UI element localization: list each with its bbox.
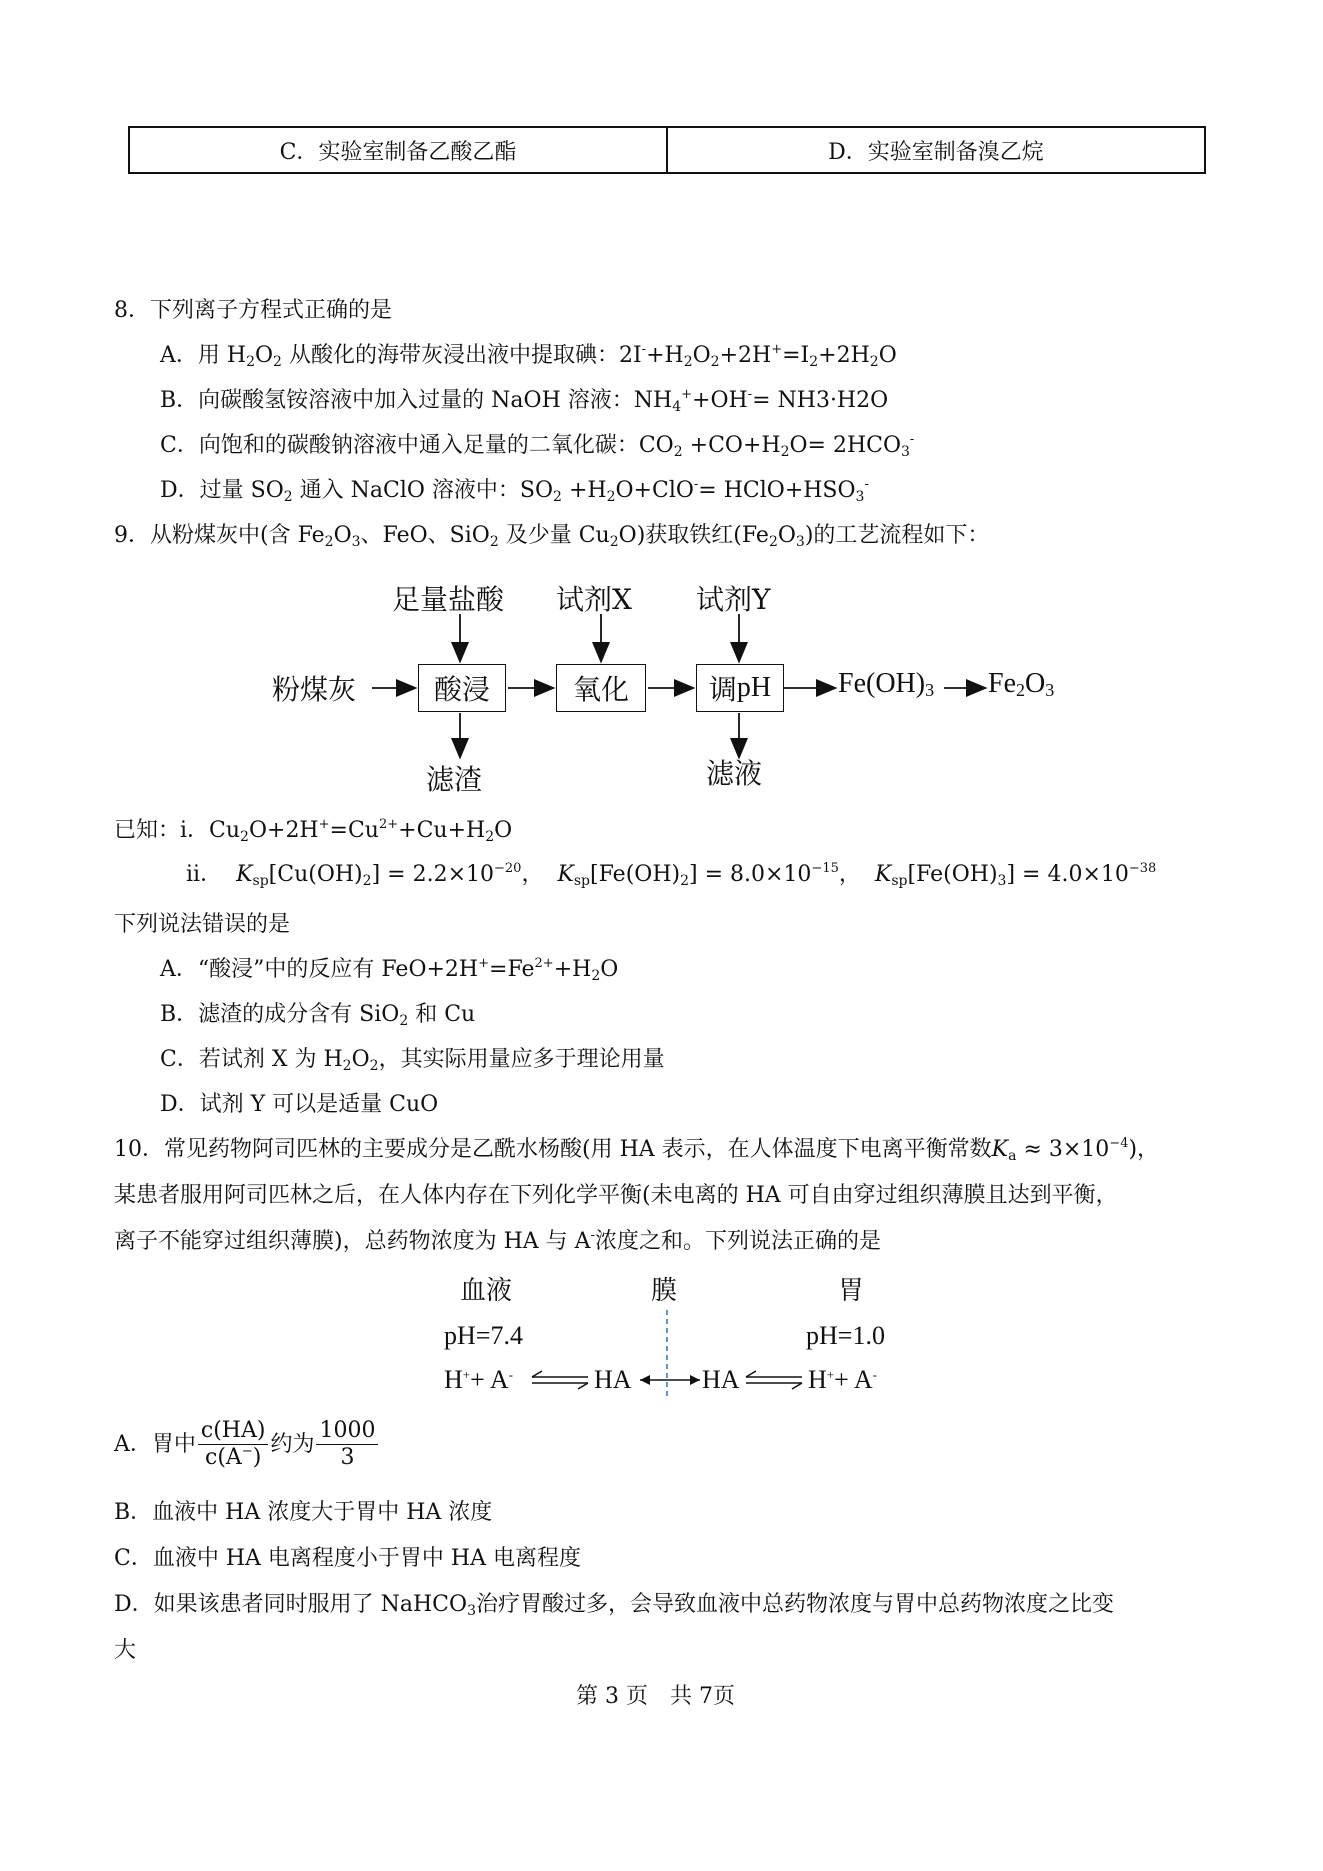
fraction-1000-3: $\frac{1000}{3}$	[316, 1418, 378, 1472]
output-filtrate: 滤液	[706, 757, 763, 790]
table-cell-d: D．实验室制备溴乙烷	[828, 139, 1044, 165]
product-fe2o3: $Fe_2O_3$	[988, 668, 1055, 700]
q9-option-d: D．试剂 Y 可以是适量 CuO	[160, 1092, 439, 1117]
table-cell-c: C．实验室制备乙酸乙酯	[130, 128, 668, 172]
reagent-y: 试剂Y	[696, 583, 771, 616]
q9-known-ii: ii． $K_{sp}[Cu(OH)_2] = 2.2\times 10^{-20}$， $K_{sp}[Fe(OH)_2] = 8.0\times 10^{-15}$， $K_{sp}[Fe(OH)_3] = 4.0\times 10^{-38}$	[186, 861, 1157, 889]
eq-stomach-ions: H++ A-	[808, 1365, 877, 1394]
q10-option-d-line2: 大	[114, 1638, 137, 1663]
reagent-x: 试剂X	[556, 583, 632, 616]
q10-line3: 离子不能穿过组织薄膜)，总药物浓度为 HA 与 A-浓度之和。下列说法正确的是	[114, 1228, 881, 1254]
ph-blood: pH=7.4	[444, 1321, 523, 1350]
q10-line2: 某患者服用阿司匹林之后，在人体内存在下列化学平衡(未电离的 HA 可自由穿过组织薄膜且达到平衡，	[114, 1183, 1118, 1208]
label-membrane: 膜	[651, 1276, 678, 1306]
q8-option-b: B．向碳酸氢铵溶液中加入过量的 NaOH 溶液：$NH_4^++OH^-= NH3\cdot H2O$	[160, 387, 889, 415]
q10-option-b: B．血液中 HA 浓度大于胃中 HA 浓度	[114, 1500, 493, 1525]
output-residue: 滤渣	[426, 763, 483, 796]
product-fe-oh3: $Fe(OH)_3$	[838, 668, 935, 700]
q10-option-d-line1: D．如果该患者同时服用了 NaHCO$_3$治疗胃酸过多，会导致血液中总药物浓度与胃中总药物浓度之比变	[114, 1592, 1114, 1619]
fraction-ha-ratio: $\frac{c(HA)}{c(A^-)}$	[198, 1418, 269, 1472]
step-adjust-ph: 调 pH	[696, 664, 784, 712]
start-material: 粉煤灰	[272, 673, 357, 706]
q9-option-b: B．滤渣的成分含有 SiO$_2$ 和 Cu	[160, 1002, 476, 1029]
eq-stomach-ha: HA	[702, 1365, 740, 1394]
label-blood: 血液	[460, 1276, 513, 1306]
step-oxidize: 氧化	[556, 664, 646, 712]
q9-known-i: 已知：i．$Cu_2O+2H^+=Cu^{2+}+Cu+H_2O$	[114, 817, 513, 845]
ph-stomach: pH=1.0	[806, 1321, 885, 1350]
eq-blood-ions: H++ A-	[444, 1365, 513, 1394]
eq-blood-ha: HA	[594, 1365, 632, 1394]
q8-option-c: C．向饱和的碳酸钠溶液中通入足量的二氧化碳：$CO_2 +CO+H_2O= 2HCO_3^-$	[160, 432, 915, 460]
q9-option-c: C．若试剂 X 为 $H_2O_2$，其实际用量应多于理论用量	[160, 1047, 665, 1074]
q8-option-a: A．用 $H_2O_2$ 从酸化的海带灰浸出液中提取碘：$2I^-+H_2O_2+2H^+=I_2+2H_2O$	[160, 342, 897, 370]
q10-option-a: A．胃中 $\frac{c(HA)}{c(A^-)}$ 约为 $\frac{1000}{3}$	[114, 1418, 380, 1472]
label-stomach: 胃	[838, 1276, 865, 1306]
q9-question: 下列说法错误的是	[114, 912, 291, 937]
step-acid-leach: 酸浸	[418, 664, 506, 712]
page-footer: 第 3 页 共 7页	[576, 1684, 735, 1709]
q10-option-c: C．血液中 HA 电离程度小于胃中 HA 电离程度	[114, 1546, 581, 1571]
q8-option-d: D．过量 $SO_2$ 通入 NaClO 溶液中：$SO_2 +H_2O+ClO^-=$ $HClO+HSO_3^-$	[160, 477, 869, 505]
q8-stem: 8．下列离子方程式正确的是	[114, 298, 392, 323]
q9-stem: 9．从粉煤灰中(含 $Fe_2O_3$、FeO、SiO$_2$ 及少量 $Cu_2O$)获取铁红$(Fe_2O_3)$的工艺流程如下：	[114, 523, 990, 550]
option-table	[128, 126, 1206, 174]
q9-option-a: A．“酸浸”中的反应有 $FeO+2H^+=Fe^{2+}+H_2O$	[160, 956, 619, 984]
reagent-hcl: 足量盐酸	[392, 583, 505, 616]
q10-line1: 10．常见药物阿司匹林的主要成分是乙酰水杨酸(用 HA 表示，在人体温度下电离平衡常数$K_a \approx 3\times 10^{-4}$)，	[114, 1136, 1160, 1164]
